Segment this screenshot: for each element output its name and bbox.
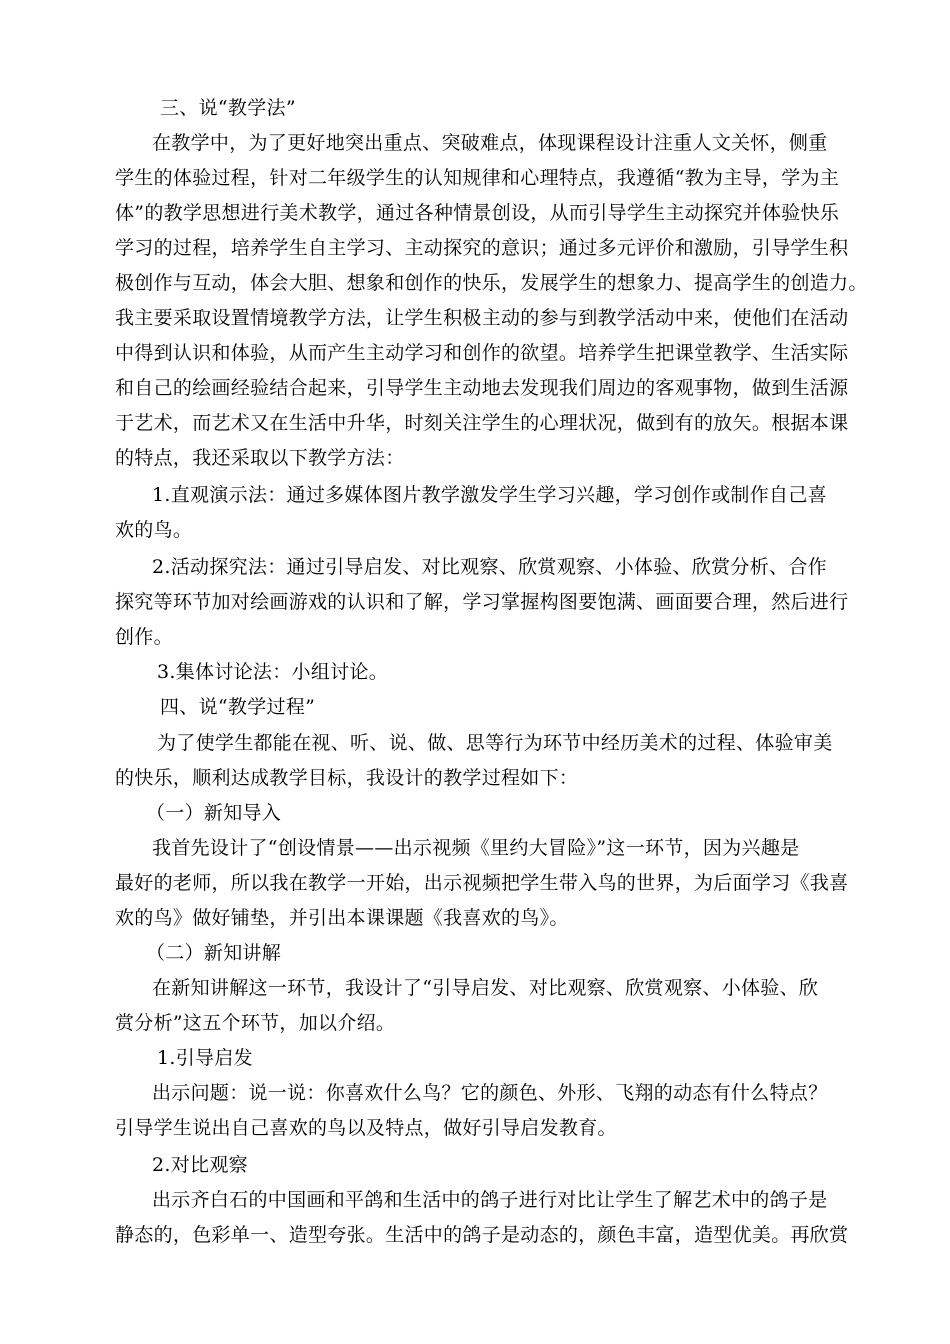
paragraph-line: 为了使学生都能在视、听、说、做、思等行为环节中经历美术的过程、体验审美 <box>157 732 833 754</box>
step-heading-compare: 2.对比观察 <box>152 1154 248 1176</box>
paragraph-line: 中得到认识和体验，从而产生主动学习和创作的欲望。培养学生把课堂教学、生活实际 <box>115 342 849 364</box>
paragraph-line: 最好的老师，所以我在教学一开始，出示视频把学生带入鸟的世界，为后面学习《我喜 <box>115 872 849 894</box>
paragraph-line: 欢的鸟》做好铺垫，并引出本课课题《我喜欢的鸟》。 <box>115 907 569 929</box>
step-heading-guide: 1.引导启发 <box>157 1047 253 1069</box>
paragraph-line: 学生的体验过程，针对二年级学生的认知规律和心理特点，我遵循“教为主导，学为主 <box>115 167 840 189</box>
method-item-2: 2.活动探究法：通过引导启发、对比观察、欣赏观察、小体验、欣赏分析、合作 <box>152 556 827 578</box>
paragraph-line: 探究等环节加对绘画游戏的认识和了解，学习掌握构图要饱满、画面要合理，然后进行 <box>115 591 849 613</box>
paragraph-line: 的快乐，顺利达成教学目标，我设计的教学过程如下： <box>115 767 579 789</box>
paragraph-line: 静态的，色彩单一、造型夸张。生活中的鸽子是动态的，颜色丰富，造型优美。再欣赏 <box>115 1224 849 1246</box>
heading-teaching-process: 四、说“教学过程” <box>160 696 316 718</box>
method-item-1: 1.直观演示法：通过多媒体图片教学激发学生学习兴趣，学习创作或制作自己喜 <box>152 484 827 506</box>
paragraph-line: 赏分析”这五个环节，加以介绍。 <box>115 1012 396 1034</box>
paragraph-line: 的特点，我还采取以下教学方法： <box>115 447 405 469</box>
paragraph-line: 在教学中，为了更好地突出重点、突破难点，体现课程设计注重人文关怀，侧重 <box>152 132 828 154</box>
paragraph-line: 欢的鸟。 <box>115 519 193 541</box>
paragraph-line: 出示齐白石的中国画和平鸽和生活中的鸽子进行对比让学生了解艺术中的鸽子是 <box>152 1189 828 1211</box>
subheading-new-knowledge-explain: （二）新知讲解 <box>146 942 282 964</box>
paragraph-line: 创作。 <box>115 626 173 648</box>
paragraph-line: 学习的过程，培养学生自主学习、主动探究的意识；通过多元评价和激励，引导学生积 <box>115 237 849 259</box>
paragraph-line: 引导学生说出自己喜欢的鸟以及特点，做好引导启发教育。 <box>115 1117 617 1139</box>
method-item-3: 3.集体讨论法：小组讨论。 <box>157 661 389 683</box>
paragraph-line: 我主要采取设置情境教学方法，让学生积极主动的参与到教学活动中来，使他们在活动 <box>115 307 849 329</box>
heading-teaching-method: 三、说“教学法” <box>160 97 296 119</box>
paragraph-line: 于艺术，而艺术又在生活中升华，时刻关注学生的心理状况，做到有的放矢。根据本课 <box>115 412 849 434</box>
paragraph-line: 体”的教学思想进行美术教学，通过各种情景创设，从而引导学生主动探究并体验快乐 <box>115 202 840 224</box>
paragraph-line: 和自己的绘画经验结合起来，引导学生主动地去发现我们周边的客观事物，做到生活源 <box>115 377 849 399</box>
paragraph-line: 极创作与互动，体会大胆、想象和创作的快乐，发展学生的想象力、提高学生的创造力。 <box>115 272 868 294</box>
paragraph-line: 在新知讲解这一环节，我设计了“引导启发、对比观察、欣赏观察、小体验、欣 <box>152 977 819 999</box>
subheading-new-knowledge-intro: （一）新知导入 <box>146 802 282 824</box>
paragraph-line: 我首先设计了“创设情景——出示视频《里约大冒险》”这一环节，因为兴趣是 <box>152 837 800 859</box>
paragraph-line: 出示问题：说一说：你喜欢什么鸟？它的颜色、外形、飞翔的动态有什么特点？ <box>152 1082 828 1104</box>
